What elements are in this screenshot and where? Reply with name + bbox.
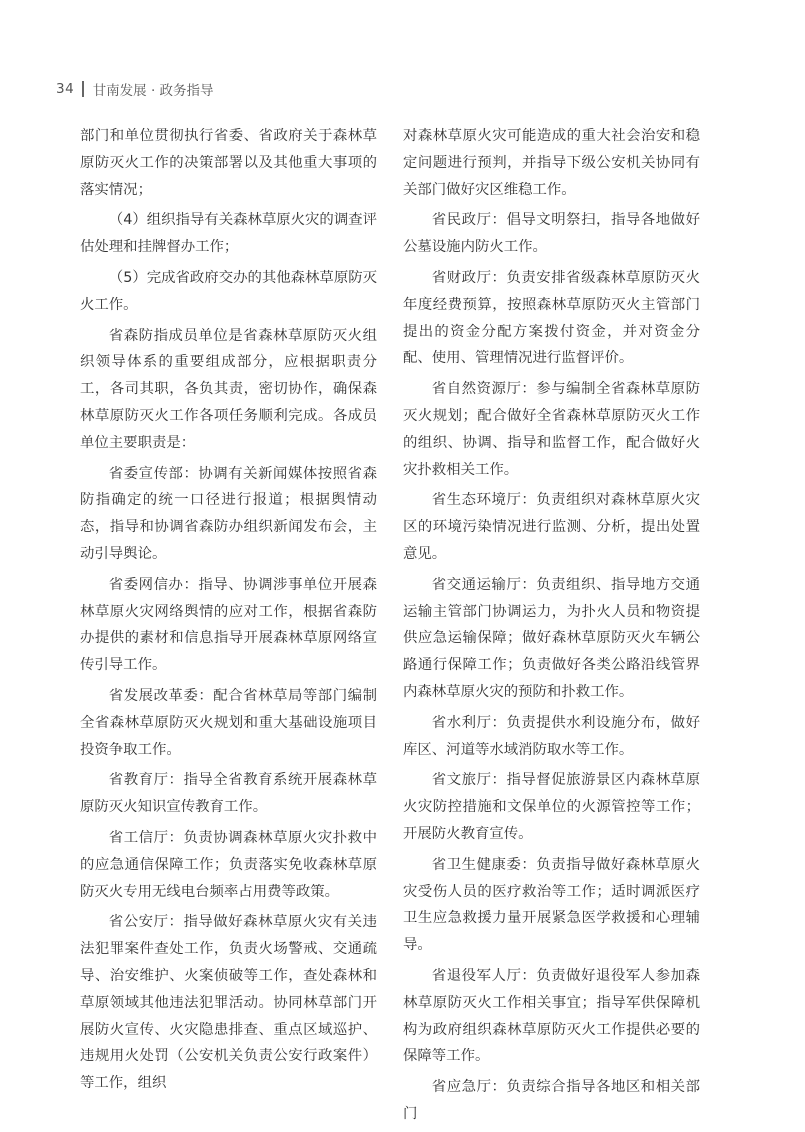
body-paragraph: 省教育厅：指导全省教育系统开展森林草原防灭火知识宣传教育工作。 [80, 772, 377, 816]
body-paragraph: 省民政厅：倡导文明祭扫，指导各地做好公墓设施内防火工作。 [403, 212, 700, 256]
body-paragraph: （4）组织指导有关森林草原火灾的调查评估处理和挂牌督办工作； [80, 212, 377, 256]
page-header [56, 79, 214, 99]
body-paragraph: 省森防指成员单位是省森林草原防灭火组织领导体系的重要组成部分，应根据职责分工，各司其职，各负其责，密切协作，确保森林草原防灭火工作各项任务顺利完成。各成员单位主要职责是： [80, 327, 377, 451]
body-paragraph: 部门和单位贯彻执行省委、省政府关于森林草原防灭火工作的决策部署以及其他重大事项的落实情况； [80, 128, 377, 198]
body-paragraph: 省公安厅：指导做好森林草原火灾有关违法犯罪案件查处工作，负责火场警戒、交通疏导、治安维护、火案侦破等工作，查处森林和草原领域其他违法犯罪活动。协同林草部门开展防火宣传、火灾隐患排查、重点区域巡护、违规用火处罚（公安机关负责公安行政案件）等工作，组织 [80, 914, 377, 1092]
body-paragraph: 省卫生健康委：负责指导做好森林草原火灾受伤人员的医疗救治等工作；适时调派医疗卫生应急救援力量开展紧急医学救援和心理辅导。 [403, 856, 700, 954]
right-column [403, 123, 700, 1132]
body-paragraph: 省财政厅：负责安排省级森林草原防灭火年度经费预算，按照森林草原防灭火主管部门提出的资金分配方案拨付资金，并对资金分配、使用、管理情况进行监督评价。 [403, 269, 700, 367]
publication-title: 甘南发展 · 政务指导 [92, 83, 214, 99]
body-paragraph: 省工信厅：负责协调森林草原火灾扑救中的应急通信保障工作；负责落实免收森林草原防灭火专用无线电台频率占用费等政策。 [80, 829, 377, 900]
body-paragraph: 省委宣传部：协调有关新闻媒体按照省森防指确定的统一口径进行报道；根据舆情动态，指导和协调省森防办组织新闻发布会，主动引导舆论。 [80, 465, 377, 562]
body-paragraph: 省退役军人厅：负责做好退役军人参加森林草原防灭火工作相关事宜；指导军供保障机构为政府组织森林草原防灭火工作提供必要的保障等工作。 [403, 967, 700, 1065]
page-number: 34 [56, 81, 75, 97]
body-paragraph: 省水利厅：负责提供水利设施分布，做好库区、河道等水域消防取水等工作。 [403, 714, 700, 758]
header-divider [82, 81, 84, 97]
body-paragraph: （5）完成省政府交办的其他森林草原防灭火工作。 [80, 269, 377, 313]
body-paragraph: 省发展改革委：配合省林草局等部门编制全省森林草原防灭火规划和重大基础设施项目投资争取工作。 [80, 687, 377, 758]
body-paragraph: 省交通运输厅：负责组织、指导地方交通运输主管部门协调运力，为扑火人员和物资提供应急运输保障；做好森林草原防灭火车辆公路通行保障工作；负责做好各类公路沿线管界内森林草原火灾的预防和扑救工作。 [403, 576, 700, 700]
body-paragraph: 省委网信办：指导、协调涉事单位开展森林草原火灾网络舆情的应对工作，根据省森防办提供的素材和信息指导开展森林草原网络宣传引导工作。 [80, 576, 377, 674]
body-paragraph: 省自然资源厅：参与编制全省森林草原防灭火规划；配合做好全省森林草原防灭火工作的组织、协调、指导和监督工作，配合做好火灾扑救相关工作。 [403, 381, 700, 478]
body-paragraph: 省生态环境厅：负责组织对森林草原火灾区的环境污染情况进行监测、分析，提出处置意见。 [403, 492, 700, 562]
body-paragraph: 对森林草原火灾可能造成的重大社会治安和稳定问题进行预判，并指导下级公安机关协同有关部门做好灾区维稳工作。 [403, 128, 700, 198]
body-paragraph: 省文旅厅：指导督促旅游景区内森林草原火灾防控措施和文保单位的火源管控等工作；开展防火教育宣传。 [403, 772, 700, 842]
left-column [80, 123, 377, 1101]
body-paragraph: 省应急厅：负责综合指导各地区和相关部门 [403, 1079, 700, 1122]
